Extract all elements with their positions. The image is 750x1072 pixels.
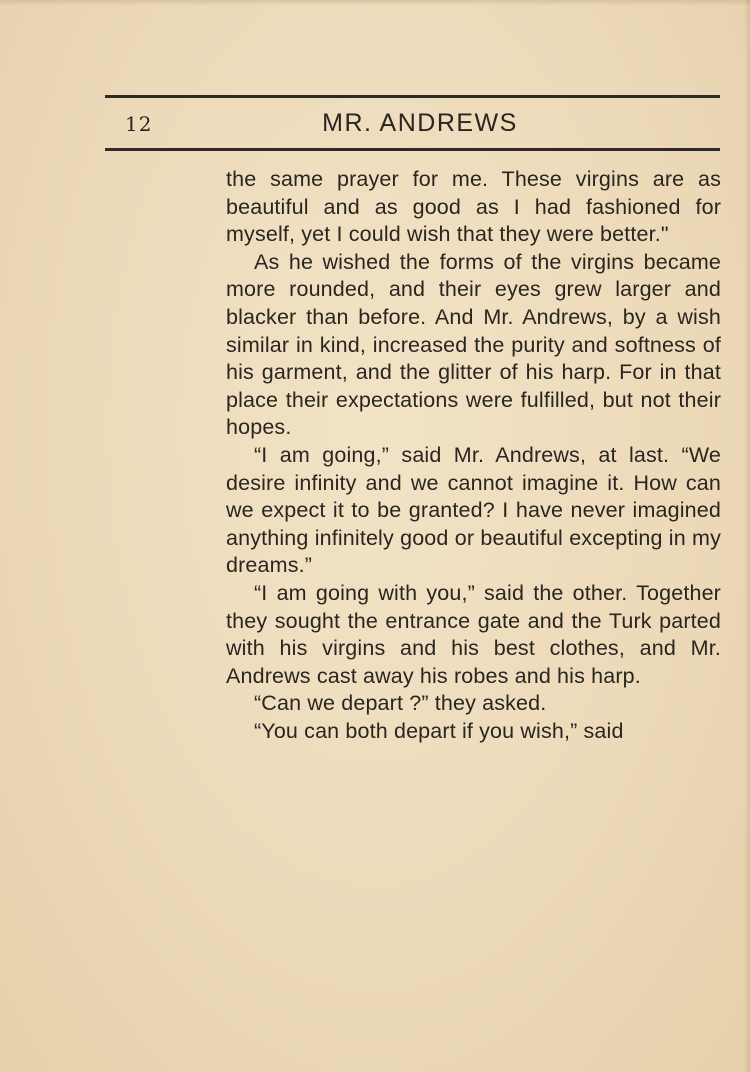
running-head: MR. ANDREWS xyxy=(322,109,518,137)
paragraph: “Can we depart ?” they asked. xyxy=(254,691,547,716)
page-number: 12 xyxy=(125,112,153,136)
paragraph: the same prayer for me. These virgins are as beautiful and as good as I had fashioned for myself, yet I could wish that they were better." xyxy=(226,167,721,247)
paragraph: As he wished the forms of the virgins became more rounded, and their eyes grew larger and blacker than before. And Mr. Andrews, by a wish similar in kind, increased the purity and softness of his garment, and the glitter of his harp. For in that place their expectations were fulfilled, but not their hopes. xyxy=(226,249,721,440)
body-text xyxy=(226,166,721,745)
page-edge-top xyxy=(0,0,750,6)
page-edge-right xyxy=(744,0,750,1072)
paragraph: “I am going,” said Mr. Andrews, at last. “We desire infinity and we cannot imagine it. How can we expect it to be granted? I have never imagined anything infinitely good or beautiful excepting in my dreams.” xyxy=(226,442,721,578)
paragraph: “I am going with you,” said the other. Together they sought the entrance gate and the Turk parted with his virgins and his best clothes, and Mr. Andrews cast away his robes and his harp. xyxy=(226,580,721,688)
header-rule-bottom xyxy=(105,148,720,151)
paragraph: “You can both depart if you wish,” said xyxy=(254,718,624,743)
header-rule-top xyxy=(105,95,720,98)
